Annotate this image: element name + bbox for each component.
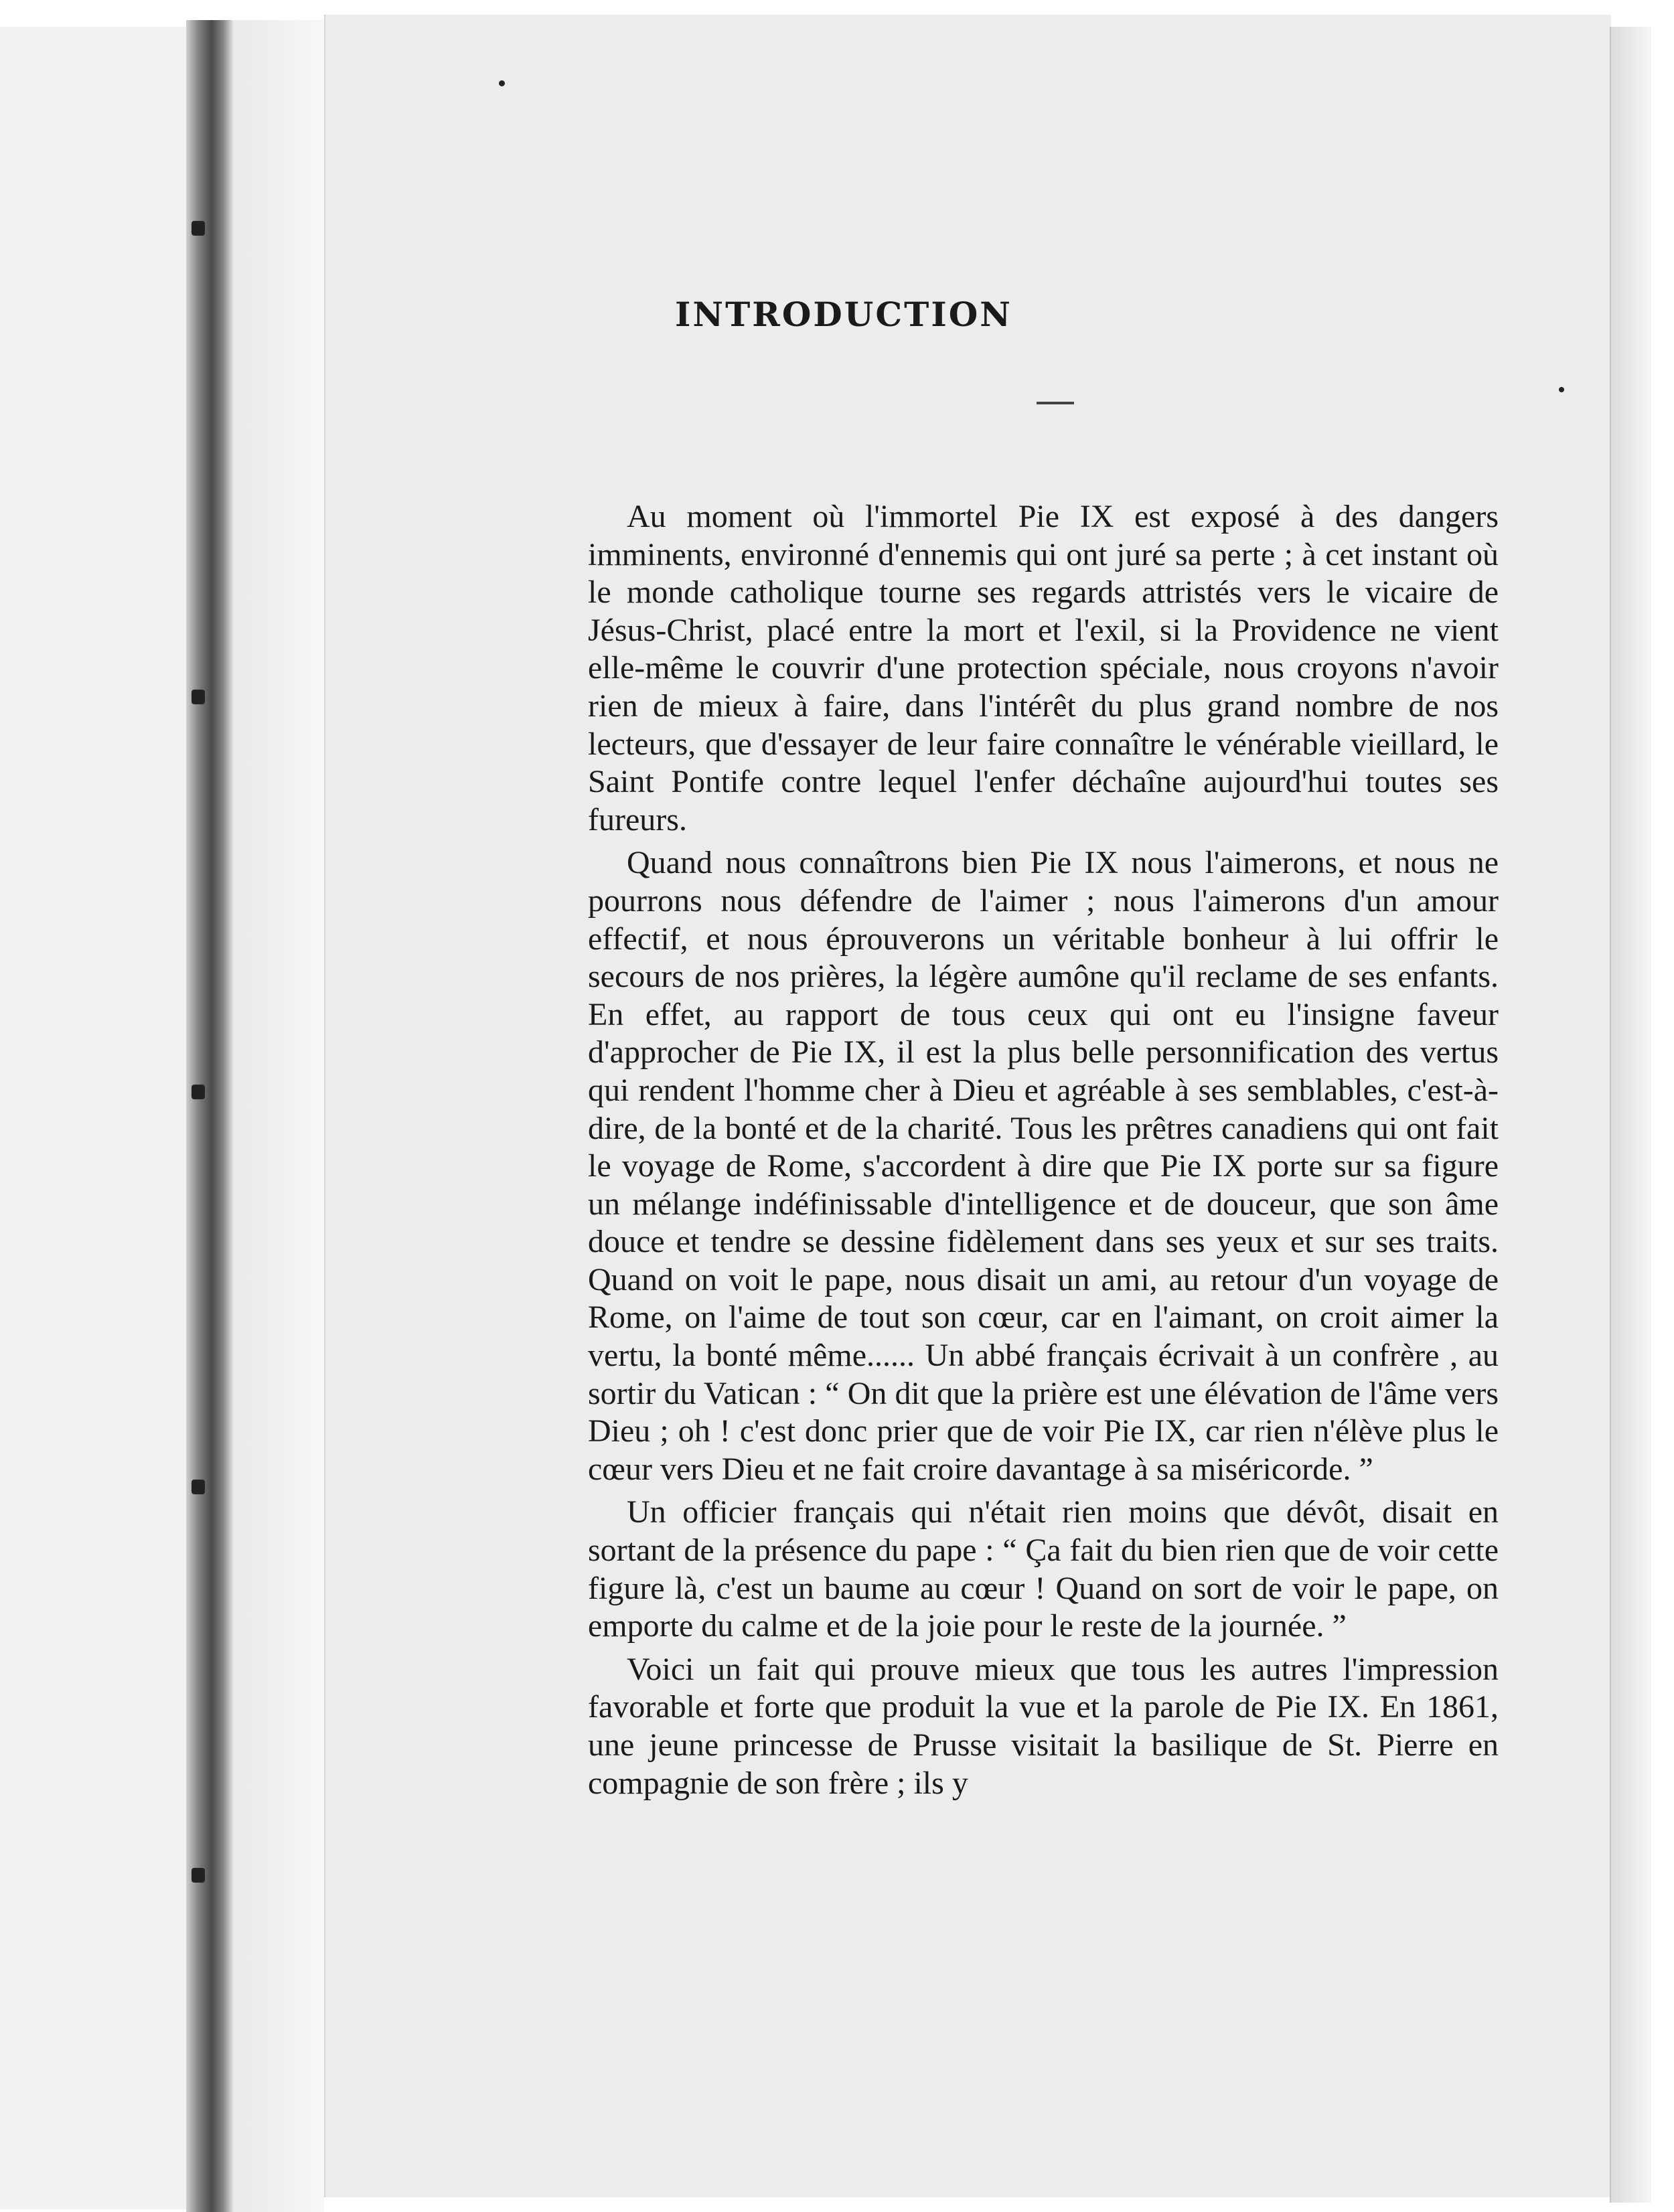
paragraph: Voici un fait qui prouve mieux que tous les autres l'impression favorable et forte que produit la vue et la parole de Pie IX. En 1861, une jeune princesse de Prusse visitait la basilique de St. Pierre en compagnie de son frère ; ils y (588, 1651, 1499, 1801)
page-title: INTRODUCTION (674, 295, 1013, 334)
binding-thread (192, 690, 205, 704)
title-separator (1037, 402, 1074, 404)
book-spine (186, 20, 233, 2212)
binding-thread (192, 1480, 205, 1494)
body-text (588, 498, 1499, 1802)
binding-thread (192, 1868, 205, 1883)
page-edge (1610, 27, 1651, 2203)
paragraph: Au moment où l'immortel Pie IX est exposé à des dangers imminents, environné d'ennemis qui ont juré sa perte ; à cet instant où le monde catholique tourne ses regards attristés vers le vicaire de Jésus-Christ, placé entre la mort et l'exil, si la Providence ne vient elle-même le couvrir d'une protection spéciale, nous croyons n'avoir rien de mieux à faire, dans l'intérêt du plus grand nombre de nos lecteurs, que d'essayer de leur faire connaître le vénérable vieillard, le Saint Pontife contre lequel l'enfer déchaîne aujourd'hui toutes ses fureurs. (588, 499, 1499, 838)
ink-speck (499, 80, 505, 86)
gutter-shadow (233, 20, 324, 2212)
paragraph: Quand nous connaîtrons bien Pie IX nous l'aimerons, et nous ne pourrons nous défendre de l'aimer ; nous l'aimerons d'un amour effectif, et nous éprouverons un véritable bonheur à lui offrir le secours de nos prières, la légère aumône qu'il reclame de ses enfants. En effet, au rapport de tous ceux qui ont eu l'insigne faveur d'approcher de Pie IX, il est la plus belle personnification des vertus qui rendent l'homme cher à Dieu et agréable à ses semblables, c'est-à-dire, de la bonté et de la charité. Tous les prêtres canadiens qui ont fait le voyage de Rome, s'accordent à dire que Pie IX porte sur sa figure un mélange indéfinissable d'intelligence et de douceur, que son âme douce et tendre se dessine fidèlement dans ses yeux et sur ses traits. Quand on voit le pape, nous disait un ami, au retour d'un voyage de Rome, on l'aime de tout son cœur, car en l'aimant, on croit aimer la vertu, la bonté même...... Un abbé français écrivait à un confrère , au sortir du Vatican : “ On dit que la prière est une élévation de l'âme vers Dieu ; oh ! c'est donc prier que de voir Pie IX, car rien n'élève plus le cœur vers Dieu et ne fait croire davantage à sa miséricorde. ” (588, 845, 1499, 1487)
binding-thread (192, 1085, 205, 1099)
paragraph: Un officier français qui n'était rien moins que dévôt, disait en sortant de la présence du pape : “ Ça fait du bien rien que de voir cette figure là, c'est un baume au cœur ! Quand on sort de voir le pape, on emporte du calme et de la joie pour le reste de la journée. ” (588, 1494, 1499, 1644)
binding-thread (192, 221, 205, 236)
ink-speck (1559, 387, 1564, 392)
facing-page (0, 27, 188, 2209)
